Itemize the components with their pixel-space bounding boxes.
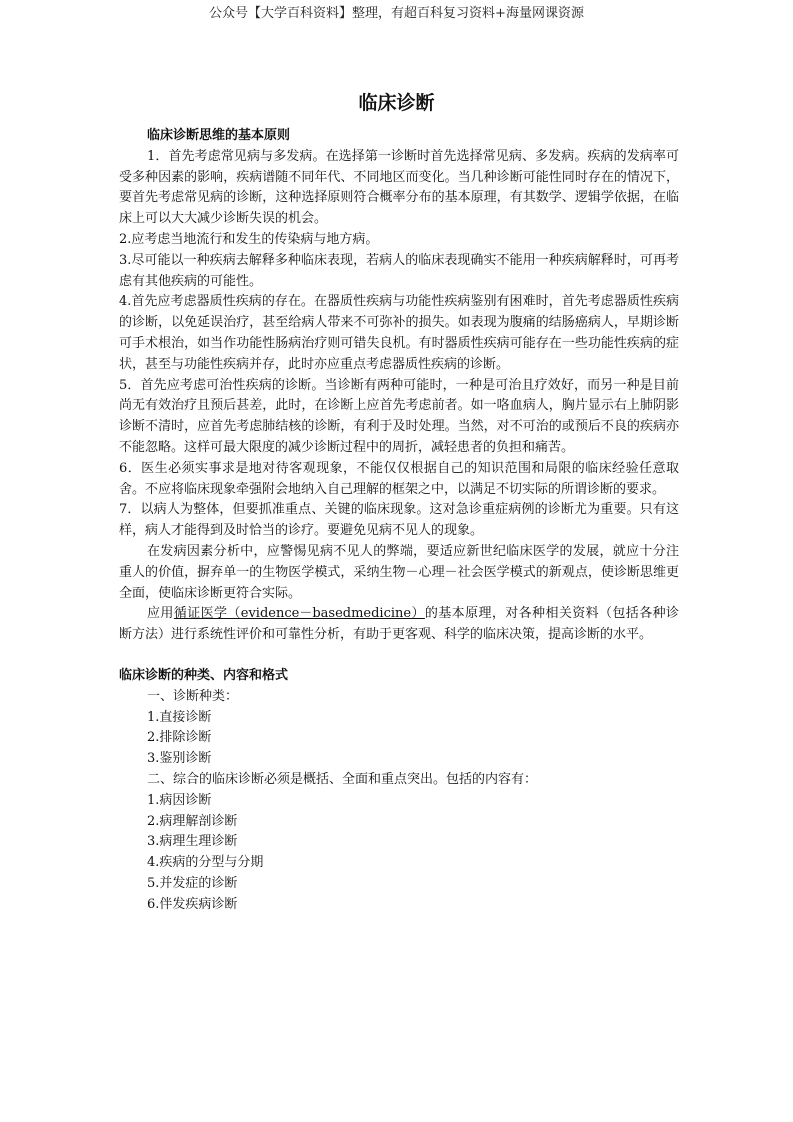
section-heading-principles: 临床诊断思维的基本原则: [147, 128, 291, 143]
document-body: [119, 126, 679, 915]
paragraph-biopsychosocial: 在发病因素分析中，应警惕见病不见人的弊端，要适应新世纪临床医学的发展，就应十分注重人的价值，摒弃单一的生物医学模式，采纳生物－心理－社会医学模式的新观点，使诊断思维更全面，使临床诊断更符合实际。: [119, 543, 679, 601]
principle-1: 1．首先考虑常见病与多发病。在选择第一诊断时首先选择常见病、多发病。疾病的发病率可受多种因素的影响，疾病谱随不同年代、不同地区而变化。当几种诊断可能性同时存在的情况下，要首先考虑常见病的诊断，这种选择原则符合概率分布的基本原理，有其数学、逻辑学依据，在临床上可以大大减少诊断失误的机会。: [119, 148, 679, 227]
list-item: 1.病因诊断: [147, 792, 212, 808]
ebm-prefix: 应用: [147, 606, 174, 622]
paragraph-ebm: [119, 604, 679, 646]
principle-3: 3.尽可能以一种疾病去解释多种临床表现，若病人的临床表现确实不能用一种疾病解释时，可再考虑有其他疾病的可能性。: [119, 252, 679, 289]
page-header: 公众号【大学百科资料】整理，有超百科复习资料+海量网课资源: [209, 6, 584, 21]
list-item: 2.排除诊断: [147, 730, 212, 746]
list-item: 5.并发症的诊断: [147, 875, 238, 891]
sub-heading-contents: 二、综合的临床诊断必须是概括、全面和重点突出。包括的内容有：: [147, 771, 538, 787]
ebm-rest: 的基本原理，对各种相关资料（包括各种诊断方法）进行系统性评价和可靠性分析，有助于更客观、科学的临床决策，提高诊断的水平。: [119, 606, 679, 643]
principle-4: 4.首先应考虑器质性疾病的存在。在器质性疾病与功能性疾病鉴别有困难时，首先考虑器质性疾病的诊断，以免延误治疗，甚至给病人带来不可弥补的损失。如表现为腹痛的结肠癌病人，早期诊断可手术根治，如当作功能性肠病治疗则可错失良机。有时器质性疾病可能存在一些功能性疾病的症状，甚至与功能性疾病并存，此时亦应重点考虑器质性疾病的诊断。: [119, 294, 679, 372]
principle-6: 6．医生必须实事求是地对待客观现象，不能仅仅根据自己的知识范围和局限的临床经验任意取舍。不应将临床现象牵强附会地纳入自己理解的框架之中，以满足不切实际的所谓诊断的要求。: [119, 460, 679, 497]
list-item: 3.病理生理诊断: [147, 834, 238, 850]
list-item: 4.疾病的分型与分期: [147, 855, 264, 871]
page-title: 临床诊断: [358, 92, 435, 114]
principle-7: 7．以病人为整体，但要抓准重点、关键的临床现象。这对急诊重症病例的诊断尤为重要。只有这样，病人才能得到及时恰当的诊疗。要避免见病不见人的现象。: [119, 502, 679, 539]
list-item: 6.伴发疾病诊断: [147, 896, 238, 912]
sub-heading-types: 一、诊断种类：: [147, 688, 239, 704]
ebm-link[interactable]: 循证医学（evidence－basedmedicine）: [173, 606, 425, 622]
list-item: 1.直接诊断: [147, 709, 212, 725]
principle-2: 2.应考虑当地流行和发生的传染病与地方病。: [119, 231, 379, 247]
section-heading-types: 临床诊断的种类、内容和格式: [119, 667, 289, 683]
list-item: 3.鉴别诊断: [147, 751, 212, 767]
list-item: 2.病理解剖诊断: [147, 813, 238, 829]
principle-5: 5．首先应考虑可治性疾病的诊断。当诊断有两种可能时，一种是可治且疗效好，而另一种是目前尚无有效治疗且预后甚差，此时，在诊断上应首先考虑前者。如一咯血病人，胸片显示右上肺阴影诊断不清时，应首先考虑肺结核的诊断，有利于及时处理。当然，对不可治的或预后不良的疾病亦不能忽略。这样可最大限度的减少诊断过程中的周折，减轻患者的负担和痛苦。: [119, 377, 679, 455]
